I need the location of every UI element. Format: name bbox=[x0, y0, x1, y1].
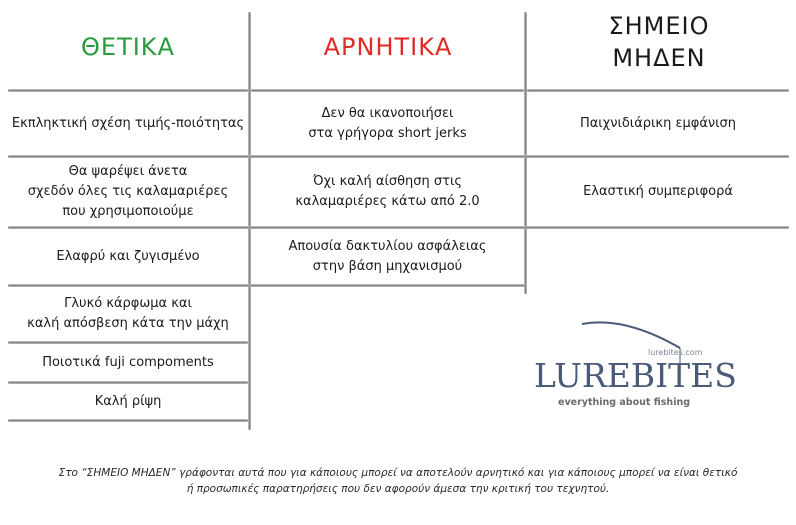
header-neutral-line1: ΣΗΜΕΙΟ bbox=[608, 12, 710, 40]
header-neutral-line2: ΜΗΔΕΝ bbox=[612, 44, 706, 72]
logo-small-url: lurebites.com bbox=[648, 348, 703, 357]
negative-item-text: Δεν θα ικανοποιήσει bbox=[321, 105, 454, 121]
positive-item bbox=[8, 158, 248, 226]
positive-item-text: Ποιοτικά fuji compoments bbox=[42, 354, 214, 370]
positive-item-text: Καλή ρίψη bbox=[94, 393, 162, 409]
negative-item bbox=[251, 229, 524, 284]
positive-item-text: Γλυκό κάρφωμα και bbox=[64, 296, 192, 311]
positive-item-text: που χρησιμοποιούμε bbox=[62, 204, 194, 219]
logo-tagline: everything about fishing bbox=[558, 397, 691, 408]
positive-item bbox=[8, 287, 248, 341]
positive-item bbox=[8, 344, 248, 381]
positive-item bbox=[8, 92, 248, 155]
positive-item-text: σχεδόν όλες τις καλαμαριέρες bbox=[27, 184, 229, 199]
neutral-item bbox=[527, 92, 789, 155]
negative-item bbox=[251, 92, 524, 155]
footer-line: Στο “ΣΗΜΕΙΟ ΜΗΔΕΝ” γράφονται αυτά που για κάποιους μπορεί να αποτελούν αρνητικό και για κάποιους μπορεί να είναι θετικό bbox=[58, 467, 738, 479]
positive-item-text: Ελαφρύ και ζυγισμένο bbox=[56, 248, 200, 264]
positive-item-text: Θα ψαρέψει άνετα bbox=[68, 164, 188, 179]
neutral-item bbox=[527, 158, 789, 226]
negative-item-text: Όχι καλή αίσθηση στις bbox=[312, 174, 462, 189]
positive-item-text: καλή απόσβεση κάτα την μάχη bbox=[27, 316, 229, 331]
negative-item-text: καλαμαριέρες κάτω από 2.0 bbox=[295, 194, 480, 209]
footer-line: ή προσωπικές παρατηρήσεις που δεν αφορούν άμεσα την κριτική του τεχνητού. bbox=[186, 483, 610, 495]
negative-item-text: Απουσία δακτυλίου ασφάλειας bbox=[288, 238, 487, 254]
negative-item bbox=[251, 158, 524, 226]
row-rule bbox=[8, 419, 248, 422]
positive-item-text: Εκπληκτική σχέση τιμής-ποιότητας bbox=[11, 115, 245, 131]
positive-item bbox=[8, 229, 248, 284]
neutral-item-text: Παιχνιδιάρικη εμφάνιση bbox=[579, 115, 737, 131]
positive-item bbox=[8, 384, 248, 419]
logo-word: LUREBITES bbox=[534, 356, 737, 395]
neutral-item-text: Ελαστική συμπεριφορά bbox=[583, 184, 733, 199]
negative-item-text: στα γρήγορα short jerks bbox=[308, 125, 467, 141]
lurebites-logo bbox=[530, 318, 737, 413]
header-positive: ΘΕΤΙΚΑ bbox=[81, 33, 175, 61]
footer-note bbox=[30, 465, 766, 497]
header-negative: ΑΡΝΗΤΙΚΑ bbox=[323, 33, 453, 61]
negative-item-text: στην βάση μηχανισμού bbox=[312, 258, 463, 274]
